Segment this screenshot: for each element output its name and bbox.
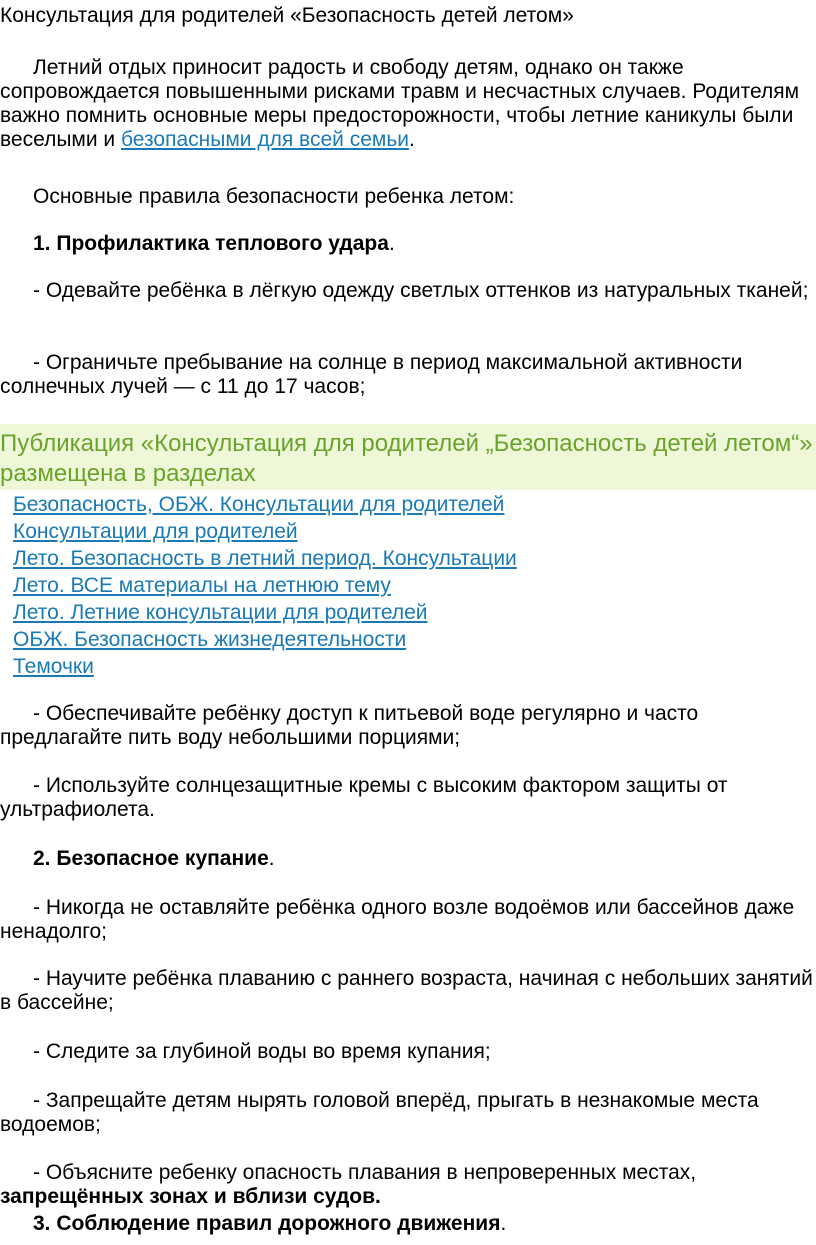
section-link[interactable]: Лето. ВСЕ материалы на летнюю тему (13, 574, 391, 597)
section3-title: 3. Соблюдение правил дорожного движения (33, 1212, 501, 1235)
section2-heading: 2. Безопасное купание. (33, 847, 275, 870)
section1-heading: 1. Профилактика теплового удара. (33, 232, 395, 255)
publication-sections-list (13, 491, 517, 680)
section-link[interactable]: Консультации для родителей (13, 520, 298, 543)
s2-item-3: - Следите за глубиной воды во время купания; (33, 1040, 491, 1063)
list-item (13, 545, 517, 572)
section3-heading: 3. Соблюдение правил дорожного движения. (33, 1212, 507, 1235)
s2-item-2: - Научите ребёнка плаванию с раннего возраста, начиная с небольших занятий в бассейне; (0, 967, 813, 1014)
list-item (13, 599, 517, 626)
s2-item-4: - Запрещайте детям нырять головой вперёд, прыгать в незнакомые места водоемов; (0, 1089, 759, 1136)
list-item (13, 491, 517, 518)
section-link[interactable]: Безопасность, ОБЖ. Консультации для родителей (13, 493, 505, 516)
intro-link[interactable]: безопасными для всей семьи (121, 128, 409, 151)
list-item (13, 572, 517, 599)
s1-item-3: - Обеспечивайте ребёнку доступ к питьевой воде регулярно и часто предлагайте пить воду небольшими порциями; (0, 702, 699, 749)
section-link[interactable]: Лето. Безопасность в летний период. Консультации (13, 547, 517, 570)
section-link[interactable]: ОБЖ. Безопасность жизнедеятельности (13, 628, 407, 651)
rules-heading: Основные правила безопасности ребенка летом: (33, 185, 515, 208)
s2-item-1: - Никогда не оставляйте ребёнка одного возле водоёмов или бассейнов даже ненадолго; (0, 896, 795, 943)
section-link[interactable]: Лето. Летние консультации для родителей (13, 601, 428, 624)
s1-item-2: - Ограничьте пребывание на солнце в период максимальной активности солнечных лучей — с 11 до 17 часов; (0, 351, 743, 398)
intro-text: Летний отдых приносит радость и свободу детям, однако он также сопровождается повышенными рисками травм и несчастных случаев. Родителям важно помнить основные меры предосторожности, чтобы летние каникулы были веселыми и (0, 56, 800, 151)
document-title: Консультация для родителей «Безопасность детей летом» (0, 4, 574, 27)
section2-title: 2. Безопасное купание (33, 847, 269, 870)
section1-title: 1. Профилактика теплового удара (33, 232, 389, 255)
section-link[interactable]: Темочки (13, 655, 94, 678)
list-item (13, 518, 517, 545)
intro-end: . (409, 128, 415, 151)
list-item (13, 653, 517, 680)
list-item (13, 626, 517, 653)
intro-paragraph (0, 56, 816, 152)
publication-banner-text: Публикация «Консультация для родителей „Безопасность детей летом“» размещена в разделах (0, 430, 813, 487)
s2-item-5-bold: запрещённых зонах и вблизи судов. (0, 1185, 381, 1208)
s1-item-1: - Одевайте ребёнка в лёгкую одежду светлых оттенков из натуральных тканей; (33, 279, 809, 302)
s2-item-5: - Объясните ребенку опасность плавания в непроверенных местах, запрещённых зонах и вблизи судов. (0, 1161, 697, 1208)
s1-item-4: - Используйте солнцезащитные кремы с высоким фактором защиты от ультрафиолета. (0, 774, 728, 821)
